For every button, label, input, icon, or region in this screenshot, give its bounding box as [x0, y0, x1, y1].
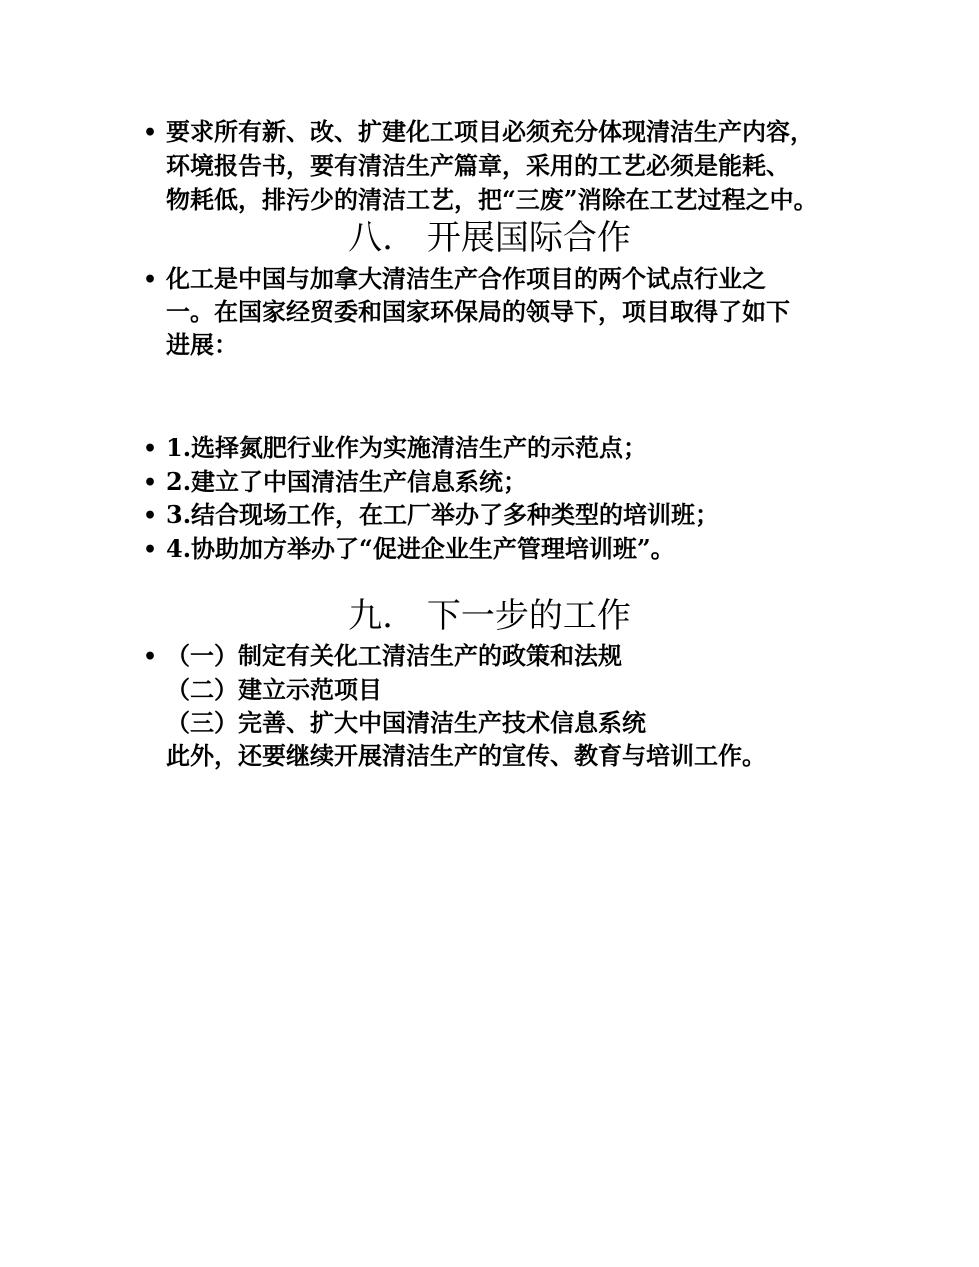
- bullet-marker: •: [143, 470, 158, 496]
- bullet-marker: •: [143, 436, 158, 462]
- section-heading-9: [0, 594, 979, 638]
- bullet-marker: •: [143, 503, 158, 529]
- list-item: 2.建立了中国清洁生产信息系统；: [166, 467, 528, 496]
- paragraph-line: （二）建立示范项目: [166, 675, 382, 704]
- paragraph-line: 化工是中国与加拿大清洁生产合作项目的两个试点行业之: [166, 264, 766, 293]
- paragraph-line: 物耗低，排污少的清洁工艺，把“三废”消除在工艺过程之中。: [166, 185, 818, 214]
- section-number: 八.: [348, 218, 393, 258]
- list-item: 1.选择氮肥行业作为实施清洁生产的示范点；: [166, 433, 648, 462]
- bullet-marker: •: [143, 537, 158, 563]
- bullet-marker: •: [143, 267, 158, 293]
- section-heading-8: [0, 216, 979, 260]
- bullet-marker: •: [143, 644, 158, 670]
- paragraph-line: 进展：: [166, 330, 238, 359]
- paragraph-line: （一）制定有关化工清洁生产的政策和法规: [166, 641, 622, 670]
- list-item: 3.结合现场工作，在工厂举办了多种类型的培训班；: [166, 500, 720, 529]
- paragraph-line: 此外，还要继续开展清洁生产的宣传、教育与培训工作。: [166, 741, 766, 770]
- paragraph-line: （三）完善、扩大中国清洁生产技术信息系统: [166, 708, 646, 737]
- section-title: 下一步的工作: [426, 596, 631, 636]
- paragraph-line: 一。在国家经贸委和国家环保局的领导下，项目取得了如下: [166, 297, 790, 326]
- paragraph-line: 要求所有新、改、扩建化工项目必须充分体现清洁生产内容，: [166, 117, 814, 146]
- bullet-marker: •: [143, 120, 158, 146]
- list-item: 4.协助加方举办了“促进企业生产管理培训班”。: [166, 534, 675, 563]
- section-title: 开展国际合作: [426, 218, 631, 258]
- paragraph-line: 环境报告书，要有清洁生产篇章，采用的工艺必须是能耗、: [166, 151, 790, 180]
- section-number: 九.: [348, 596, 393, 636]
